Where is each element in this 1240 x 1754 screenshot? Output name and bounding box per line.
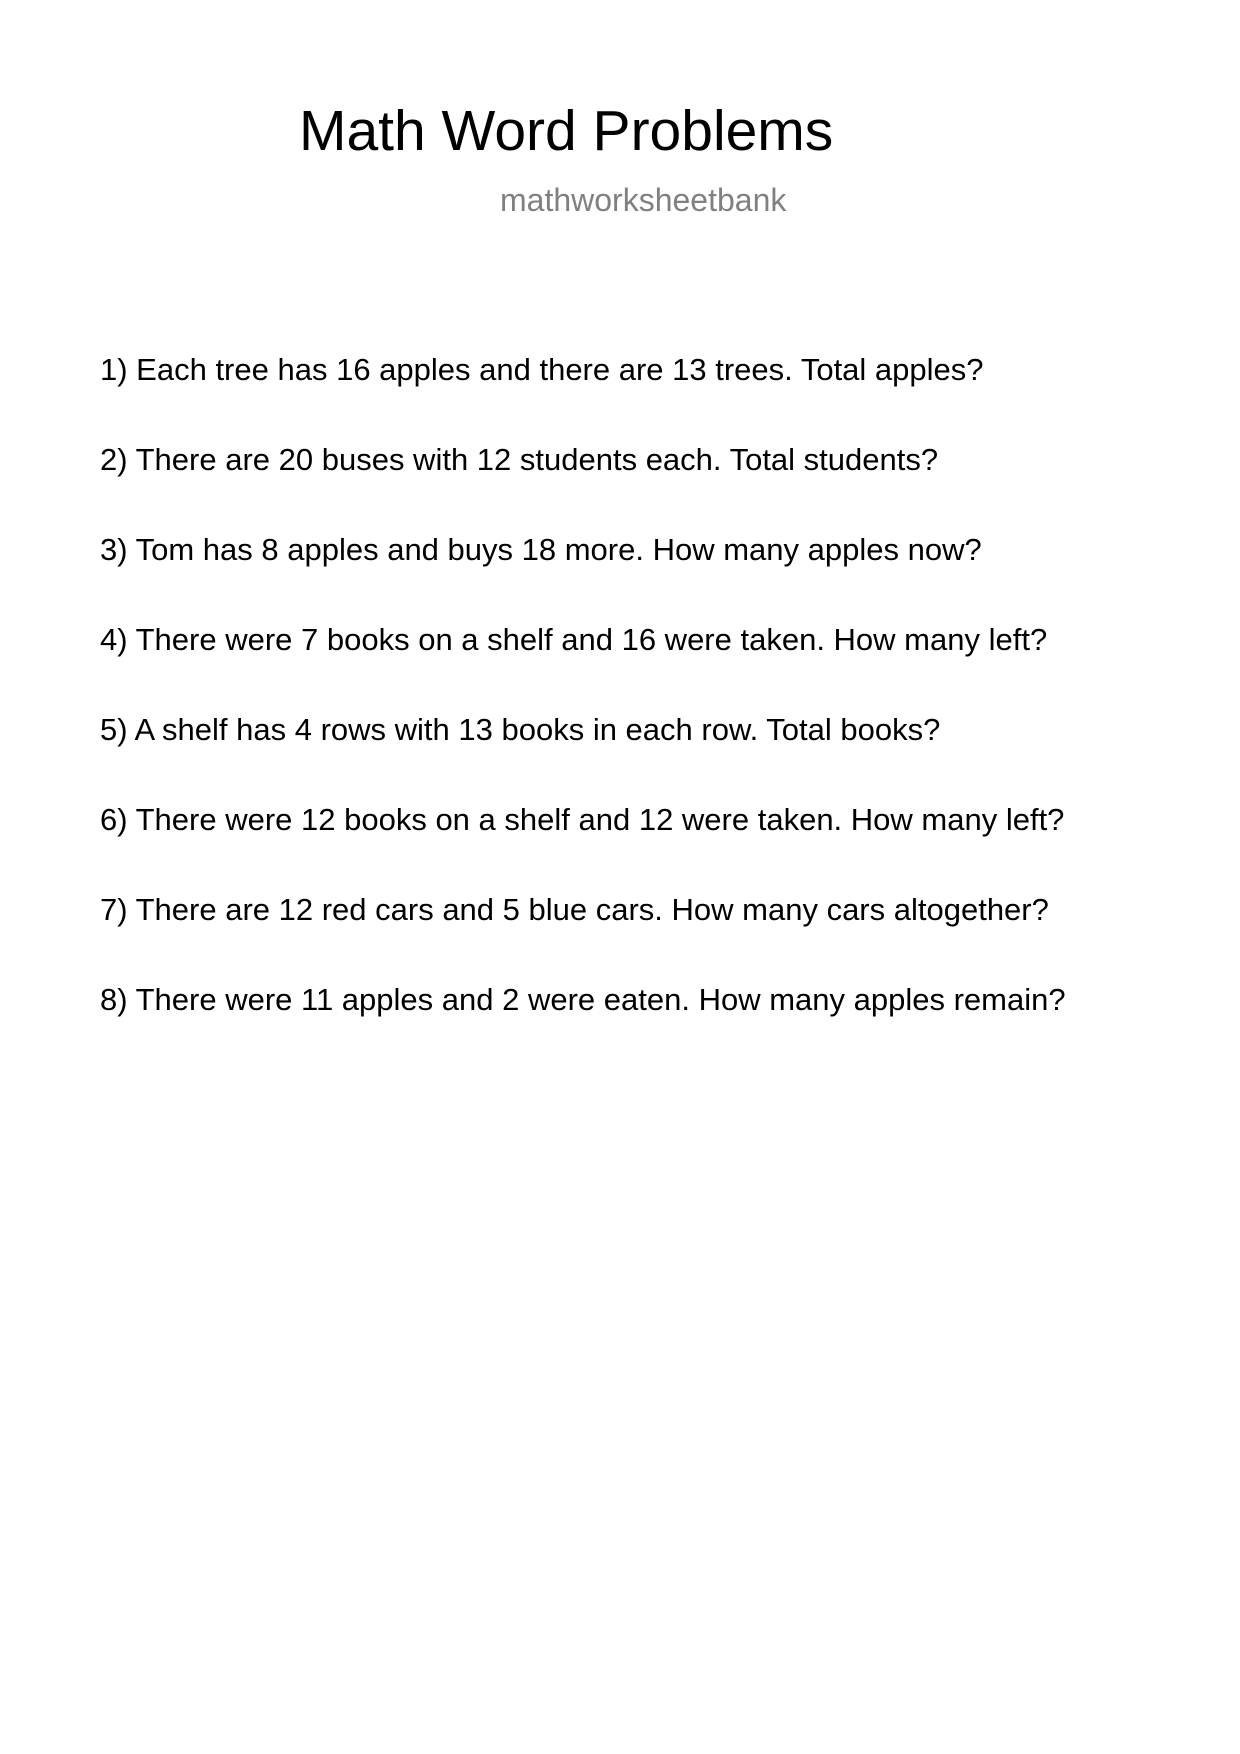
problem-item: 6) There were 12 books on a shelf and 12 were taken. How many left?: [100, 802, 1065, 837]
worksheet-source: mathworksheetbank: [500, 182, 787, 218]
problem-item: 7) There are 12 red cars and 5 blue cars. How many cars altogether?: [100, 892, 1049, 927]
problem-item: 1) Each tree has 16 apples and there are 13 trees. Total apples?: [100, 352, 984, 387]
problem-item: 8) There were 11 apples and 2 were eaten. How many apples remain?: [100, 982, 1066, 1017]
problem-item: 5) A shelf has 4 rows with 13 books in each row. Total books?: [100, 712, 941, 747]
problem-item: 4) There were 7 books on a shelf and 16 were taken. How many left?: [100, 622, 1048, 657]
problem-item: 3) Tom has 8 apples and buys 18 more. How many apples now?: [100, 532, 982, 567]
worksheet-title: Math Word Problems: [299, 99, 834, 163]
problem-list: [100, 350, 1066, 1070]
problem-item: 2) There are 20 buses with 12 students each. Total students?: [100, 442, 939, 477]
